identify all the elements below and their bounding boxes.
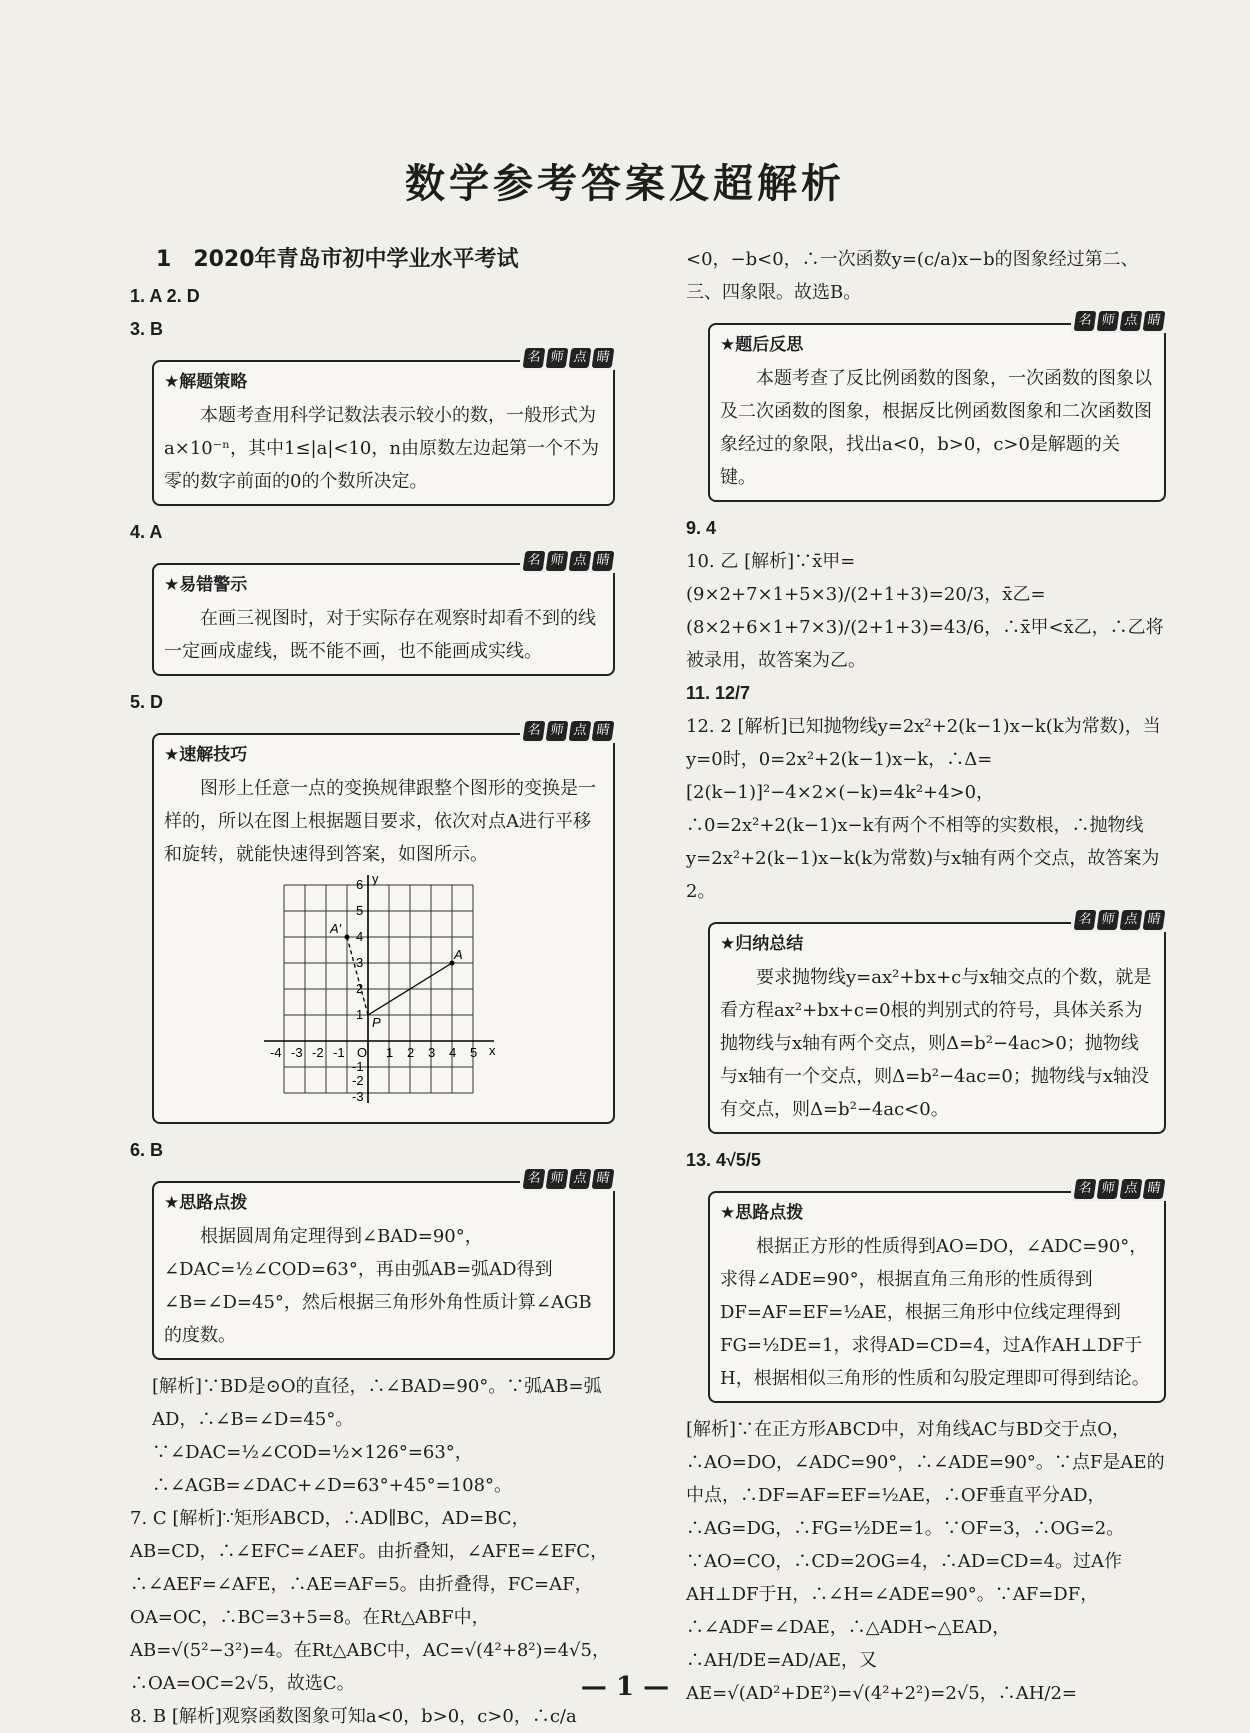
- tip-heading: ★思路点拨: [164, 1193, 248, 1213]
- svg-text:5: 5: [470, 1045, 478, 1060]
- svg-text:-2: -2: [352, 1073, 364, 1088]
- svg-text:2: 2: [356, 981, 364, 996]
- tip-heading: ★思路点拨: [720, 1203, 804, 1223]
- tip-box-reflection: [708, 313, 1166, 502]
- answer-q10: 10. 乙 [解析]∵x̄甲=(9×2+7×1+5×3)/(2+1+3)=20/3，x̄乙=(8×2+6×1+7×3)/(2+1+3)=43/6，∴x̄甲<x̄乙，∴乙将被录用，故答案为乙。: [686, 551, 1164, 671]
- tip-box-quick: [152, 723, 615, 1124]
- svg-text:2: 2: [407, 1045, 415, 1060]
- svg-text:1: 1: [356, 1007, 364, 1022]
- exam-heading: [130, 243, 615, 276]
- tip-badge: 名 师 点 睛: [1071, 910, 1168, 932]
- svg-text:O: O: [357, 1045, 368, 1060]
- right-column: [686, 243, 1166, 1710]
- tip-box-warning: [152, 553, 615, 676]
- tip-badge: 名 师 点 睛: [1071, 1179, 1168, 1201]
- svg-text:P: P: [372, 1015, 381, 1030]
- answer-q8-continued: <0，−b<0，∴一次函数y=(c/a)x−b的图象经过第二、三、四象限。故选B。: [686, 249, 1139, 303]
- answer-q13: 13. 4√5/5: [686, 1150, 761, 1170]
- tip-box-summary: [708, 912, 1166, 1134]
- exam-number: 1: [156, 247, 172, 272]
- left-column: [130, 243, 615, 1733]
- tip-body: 要求抛物线y=ax²+bx+c与x轴交点的个数，就是看方程ax²+bx+c=0根的判别式的符号，具体关系为抛物线与x轴有两个交点，则Δ=b²−4ac>0；抛物线与x轴有一个交点，则Δ=b²−4ac=0；抛物线与x轴没有交点，则Δ=b²−4ac<0。: [720, 967, 1152, 1120]
- tip-body: 本题考查用科学记数法表示较小的数，一般形式为a×10⁻ⁿ，其中1≤|a|<10，n由原数左边起第一个不为零的数字前面的0的个数所决定。: [164, 405, 599, 492]
- tip-badge: 名 师 点 睛: [520, 551, 617, 573]
- tip-badge: 名 师 点 睛: [1071, 311, 1168, 333]
- tip-heading: ★题后反思: [720, 335, 804, 355]
- answer-q3: 3. B: [130, 319, 164, 339]
- tip-heading: ★速解技巧: [164, 745, 248, 765]
- svg-text:-3: -3: [352, 1089, 364, 1104]
- svg-text:-4: -4: [270, 1045, 282, 1060]
- coordinate-grid-figure: [264, 875, 514, 1105]
- tip-heading: ★易错警示: [164, 575, 248, 595]
- tip-box-hint-2: [708, 1181, 1166, 1403]
- answer-q4: 4. A: [130, 522, 163, 542]
- tip-box-hint: [152, 1171, 615, 1360]
- answer-q8: 8. B [解析]观察函数图象可知a<0，b>0，c>0，∴c/a: [130, 1706, 577, 1727]
- tip-body: 根据圆周角定理得到∠BAD=90°，∠DAC=½∠COD=63°，再由弧AB=弧AD得到∠B=∠D=45°，然后根据三角形外角性质计算∠AGB的度数。: [164, 1226, 592, 1346]
- tip-body: 根据正方形的性质得到AO=DO，∠ADC=90°，求得∠ADE=90°，根据直角三角形的性质得到DF=AF=EF=½AE，根据三角形中位线定理得到FG=½DE=1，求得AD=CD=4，过A作AH⊥DF于H，根据相似三角形的性质和勾股定理即可得到结论。: [720, 1236, 1150, 1389]
- svg-text:1: 1: [386, 1045, 394, 1060]
- answer-q11: 11. 12/7: [686, 683, 751, 703]
- answer-q7: 7. C [解析]∵矩形ABCD，∴AD∥BC，AD=BC，AB=CD，∴∠EFC=∠AEF。由折叠知，∠AFE=∠EFC，∴∠AEF=∠AFE，∴AE=AF=5。由折叠得，FC=AF，OA=OC，∴BC=3+5=8。在Rt△ABF中，AB=√(5²−3²)=4。在Rt△ABC中，AC=√(4²+8²)=4√5，∴OA=OC=2√5，故选C。: [130, 1508, 610, 1694]
- svg-text:4: 4: [356, 929, 364, 944]
- page-number: — 1 —: [580, 1672, 670, 1702]
- solution-q13: [解析]∵在正方形ABCD中，对角线AC与BD交于点O，∴AO=DO，∠ADC=90°，∴∠ADE=90°。∵点F是AE的中点，∴DF=AF=EF=½AE，∴OF垂直平分AD，∴AG=DG，∴FG=½DE=1。∵OF=3，∴OG=2。∵AO=CO，∴CD=2OG=4，∴AD=CD=4。过A作AH⊥DF于H，∴∠H=∠ADE=90°。∵AF=DF，∴∠ADF=∠DAE，∴△ADH∽△EAD，∴AH/DE=AD/AE，又AE=√(AD²+DE²)=√(4²+2²)=2√5，∴AH/2=: [686, 1419, 1165, 1704]
- svg-text:5: 5: [356, 903, 364, 918]
- tip-heading: ★解题策略: [164, 372, 248, 392]
- page-title: 数学参考答案及超解析: [405, 160, 845, 207]
- answer-q9: 9. 4: [686, 518, 717, 538]
- svg-text:-1: -1: [352, 1059, 364, 1074]
- tip-badge: 名 师 点 睛: [520, 348, 617, 370]
- exam-title: 2020年青岛市初中学业水平考试: [193, 247, 519, 272]
- answer-q12: 12. 2 [解析]已知抛物线y=2x²+2(k−1)x−k(k为常数)，当y=0时，0=2x²+2(k−1)x−k，∴Δ=[2(k−1)]²−4×2×(−k)=4k²+4>0，∴0=2x²+2(k−1)x−k有两个不相等的实数根，∴抛物线y=2x²+2(k−1)x−k(k为常数)与x轴有两个交点，故答案为2。: [686, 716, 1161, 902]
- tip-badge: 名 师 点 睛: [520, 1169, 617, 1191]
- svg-text:A′: A′: [330, 921, 342, 936]
- svg-text:4: 4: [449, 1045, 457, 1060]
- svg-text:A: A: [454, 947, 463, 962]
- svg-text:-2: -2: [312, 1045, 324, 1060]
- tip-body: 本题考查了反比例函数的图象，一次函数的图象以及二次函数的图象，根据反比例函数图象和二次函数图象经过的象限，找出a<0，b>0，c>0是解题的关键。: [720, 368, 1152, 488]
- tip-box-strategy: [152, 350, 615, 506]
- answer-q5: 5. D: [130, 692, 164, 712]
- svg-text:-1: -1: [333, 1045, 345, 1060]
- svg-text:x: x: [489, 1043, 496, 1058]
- answer-q1-2: 1. A 2. D: [130, 286, 200, 306]
- answer-q6: 6. B: [130, 1140, 164, 1160]
- svg-text:-3: -3: [291, 1045, 303, 1060]
- svg-text:6: 6: [356, 877, 364, 892]
- tip-heading: ★归纳总结: [720, 934, 804, 954]
- tip-badge: 名 师 点 睛: [520, 721, 617, 743]
- svg-text:3: 3: [356, 955, 364, 970]
- solution-q6: [解析]∵BD是⊙O的直径，∴∠BAD=90°。∵弧AB=弧AD，∴∠B=∠D=45°。∵∠DAC=½∠COD=½×126°=63°，∴∠AGB=∠DAC+∠D=63°+45°=108°。: [152, 1376, 602, 1496]
- svg-text:y: y: [372, 875, 379, 886]
- svg-text:3: 3: [428, 1045, 436, 1060]
- tip-body: 在画三视图时，对于实际存在观察时却看不到的线一定画成虚线，既不能不画，也不能画成实线。: [164, 608, 596, 662]
- tip-body: 图形上任意一点的变换规律跟整个图形的变换是一样的，所以在图上根据题目要求，依次对点A进行平移和旋转，就能快速得到答案，如图所示。: [164, 778, 596, 865]
